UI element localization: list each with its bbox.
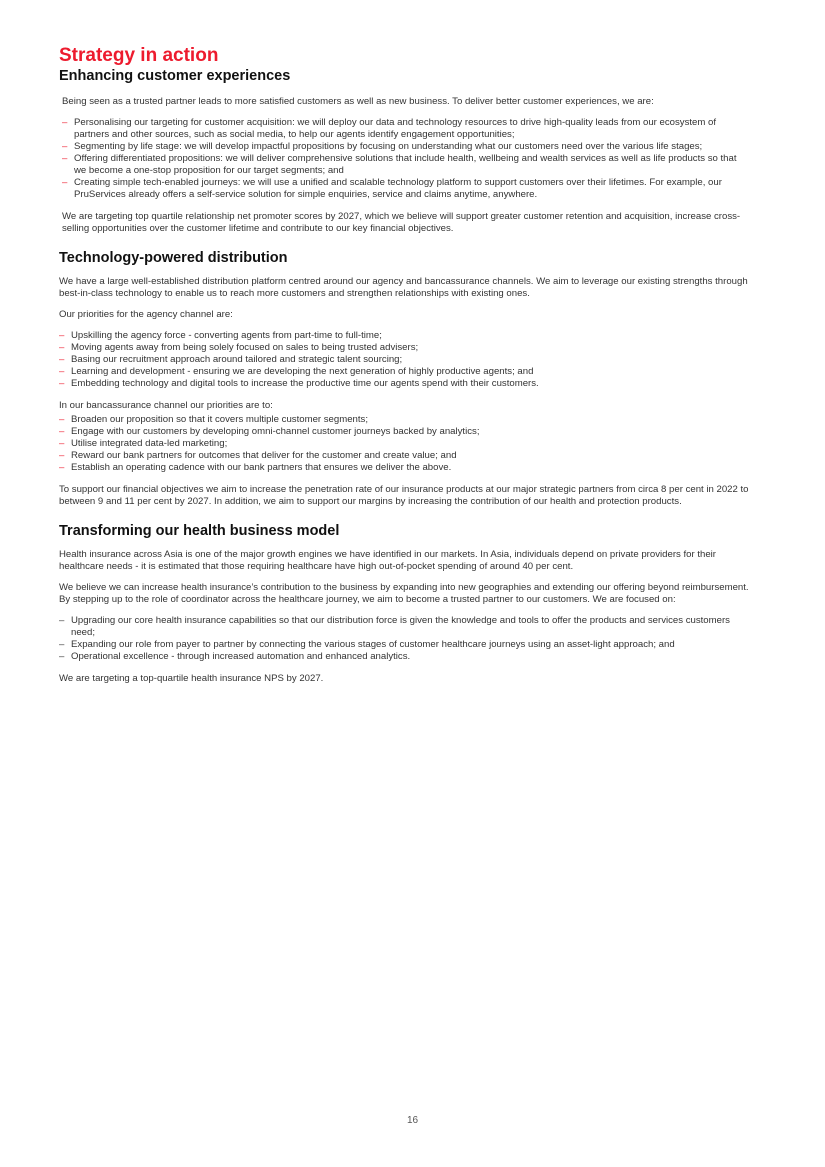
list-item: – Embedding technology and digital tools to increase the productive time our agents spend with their customers.	[59, 378, 539, 389]
health-focus-list	[59, 615, 749, 663]
list-item: – Creating simple tech-enabled journeys: we will use a unified and scalable technology platform to support customers over their lifetimes. For example, our PruServices already offers a self-service solution for simple enquiries, service and claims anytime, anywhere.	[62, 177, 722, 200]
distribution-intro: We have a large well-established distribution platform centred around our agency and bancassurance channels. We aim to leverage our existing strengths through best-in-class technology to enable us to reach more customers and strengthen relationships with existing ones.	[59, 276, 748, 299]
list-item: – Basing our recruitment approach around tailored and strategic talent sourcing;	[59, 354, 403, 365]
section-heading-health: Transforming our health business model	[59, 523, 340, 539]
bancassurance-intro: In our bancassurance channel our priorities are to:	[59, 400, 273, 411]
list-item: – Establish an operating cadence with our bank partners that ensures we deliver the above.	[59, 462, 452, 473]
distribution-closing: To support our financial objectives we aim to increase the penetration rate of our insurance products at our major strategic partners from circa 8 per cent in 2022 to between 9 and 11 per cent by 2027. In addition, we aim to support our margins by increasing the contribution of our health and protection products.	[59, 484, 749, 507]
agency-priorities-list	[59, 330, 749, 390]
list-item: – Reward our bank partners for outcomes that deliver for the customer and create value; and	[59, 450, 457, 461]
agency-intro: Our priorities for the agency channel are:	[59, 309, 233, 320]
list-item: – Utilise integrated data-led marketing;	[59, 438, 228, 449]
customer-experiences-list	[59, 117, 749, 201]
health-paragraph-2: We believe we can increase health insurance’s contribution to the business by expanding into new geographies and extending our offering beyond reimbursement. By stepping up to the role of coordinator across the healthcare journey, we aim to become a trusted partner to our customers. We are focused on:	[59, 582, 749, 605]
list-item: – Segmenting by life stage: we will develop impactful propositions by focusing on understanding what our customers need over the various life stages;	[62, 141, 703, 152]
list-item: – Learning and development - ensuring we are developing the next generation of highly productive agents; and	[59, 366, 534, 377]
section-heading-distribution: Technology-powered distribution	[59, 250, 288, 266]
list-item: – Operational excellence - through increased automation and enhanced analytics.	[59, 651, 411, 662]
health-closing: We are targeting a top-quartile health insurance NPS by 2027.	[59, 673, 324, 684]
list-item: – Moving agents away from being solely focused on sales to being trusted advisers;	[59, 342, 419, 353]
list-item: – Upskilling the agency force - converting agents from part-time to full-time;	[59, 330, 382, 341]
list-item: – Engage with our customers by developing omni-channel customer journeys backed by analytics;	[59, 426, 480, 437]
list-item: – Upgrading our core health insurance capabilities so that our distribution force is given the knowledge and tools to offer the products and services customers need;	[59, 615, 730, 638]
page-number: 16	[406, 1115, 419, 1126]
section-heading-customer-experiences: Enhancing customer experiences	[59, 68, 291, 84]
health-paragraph-1: Health insurance across Asia is one of the major growth engines we have identified in our markets. In Asia, individuals depend on private providers for their healthcare needs - it is estimated that those requiring healthcare have high out-of-pocket spending of around 40 per cent.	[59, 549, 716, 572]
page-content	[59, 44, 749, 694]
list-item: – Broaden our proposition so that it covers multiple customer segments;	[59, 414, 369, 425]
list-item: – Personalising our targeting for customer acquisition: we will deploy our data and technology resources to drive high-quality leads from our ecosystem of partners and other sources, such as social media, to help our agents identify engagement opportunities;	[62, 117, 717, 140]
page-title: Strategy in action	[59, 45, 219, 66]
customer-experiences-closing: We are targeting top quartile relationship net promoter scores by 2027, which we believe will support greater customer retention and acquisition, increase cross-selling opportunities over the customer lifetime and contribute to our key financial objectives.	[62, 211, 741, 234]
list-item: – Expanding our role from payer to partner by connecting the various stages of customer healthcare journeys using an asset-light approach; and	[59, 639, 675, 650]
customer-experiences-intro: Being seen as a trusted partner leads to more satisfied customers as well as new business. To deliver better customer experiences, we are:	[62, 96, 654, 107]
bancassurance-priorities-list	[59, 414, 749, 474]
list-item: – Offering differentiated propositions: we will deliver comprehensive solutions that include health, wellbeing and wealth services as well as life products so that we become a one-stop proposition for our target segments; and	[62, 153, 737, 176]
